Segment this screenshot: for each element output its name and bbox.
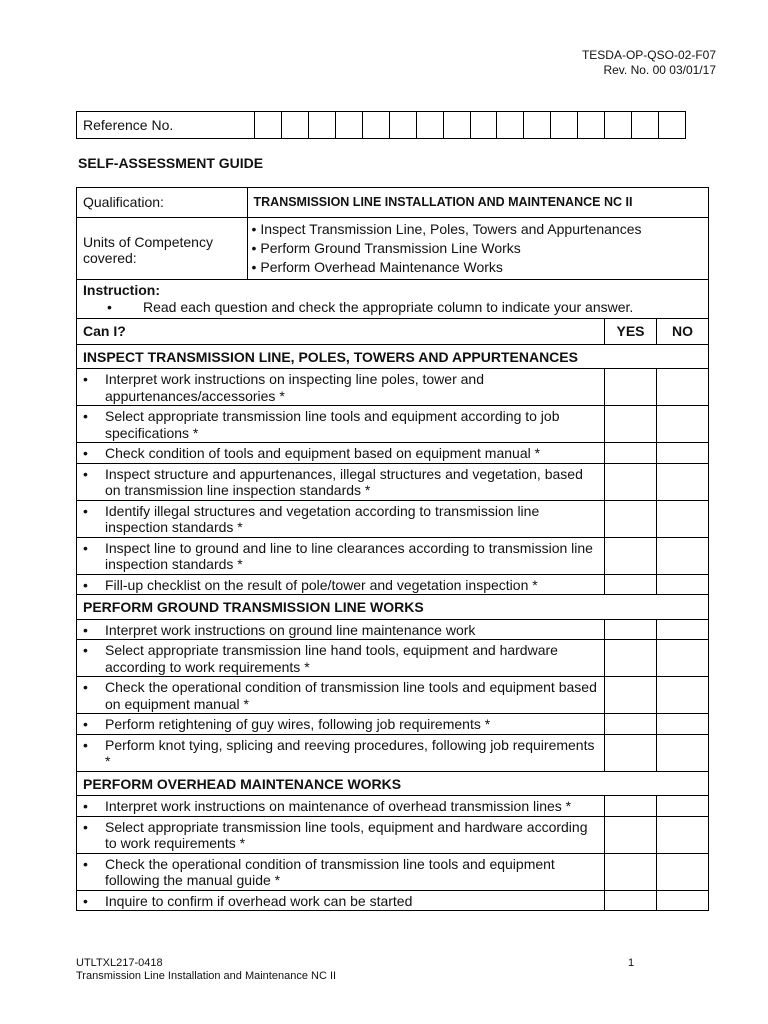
footer-code: UTLTXL217-0418 <box>76 957 163 969</box>
question-text: Inspect line to ground and line to line clearances according to transmission line inspection standards * <box>105 539 593 572</box>
bullet-icon: • <box>83 736 88 753</box>
reference-number-box[interactable] <box>362 112 389 139</box>
no-checkbox-cell[interactable] <box>657 406 709 443</box>
bullet-icon: • <box>83 408 88 424</box>
self-assessment-table <box>76 187 709 911</box>
no-checkbox-cell[interactable] <box>657 890 709 911</box>
footer-qualification: Transmission Line Installation and Maintenance NC II <box>76 970 337 982</box>
bullet-icon: • <box>83 642 88 658</box>
bullet-icon: • <box>83 892 88 909</box>
units-of-competency-list <box>248 218 709 279</box>
form-code: TESDA-OP-QSO-02-F07 <box>581 48 716 62</box>
reference-number-box[interactable] <box>470 112 497 139</box>
yes-checkbox-cell[interactable] <box>605 890 657 911</box>
question-row <box>77 796 709 817</box>
column-header-question: Can I? <box>77 319 605 345</box>
yes-checkbox-cell[interactable] <box>605 406 657 443</box>
instruction-row <box>77 279 709 319</box>
section-title: PERFORM OVERHEAD MAINTENANCE WORKS <box>77 771 709 796</box>
reference-number-box[interactable] <box>605 112 632 139</box>
units-of-competency-row <box>77 217 709 279</box>
yes-checkbox-cell[interactable] <box>605 796 657 817</box>
bullet-icon: • <box>83 465 88 482</box>
column-header-row <box>77 319 709 345</box>
reference-number-box[interactable] <box>524 112 551 139</box>
reference-number-box[interactable] <box>578 112 605 139</box>
reference-number-row <box>77 112 686 139</box>
reference-number-box[interactable] <box>632 112 659 139</box>
bullet-icon: • <box>83 445 88 461</box>
question-row <box>77 537 709 574</box>
units-of-competency-label: Units of Competency covered: <box>77 218 247 279</box>
reference-number-box[interactable] <box>551 112 578 139</box>
question-text: Fill-up checklist on the result of pole/tower and vegetation inspection * <box>105 576 538 593</box>
question-row <box>77 463 709 500</box>
question-text: Select appropriate transmission line hand tools, equipment and hardware according to work requirements * <box>105 642 558 675</box>
no-checkbox-cell[interactable] <box>657 574 709 595</box>
no-checkbox-cell[interactable] <box>657 677 709 714</box>
qualification-row <box>77 188 709 218</box>
bullet-icon: • <box>83 539 88 556</box>
no-checkbox-cell[interactable] <box>657 816 709 853</box>
question-text: Inquire to confirm if overhead work can be started <box>105 892 413 909</box>
page-number: 1 <box>628 957 635 969</box>
no-checkbox-cell[interactable] <box>657 734 709 771</box>
section-row <box>77 771 709 796</box>
bullet-icon: • <box>83 371 88 387</box>
question-text: Interpret work instructions on inspecting line poles, tower and appurtenances/accessories * <box>105 371 484 404</box>
yes-checkbox-cell[interactable] <box>605 443 657 464</box>
section-row <box>77 595 709 620</box>
question-row <box>77 406 709 443</box>
reference-number-box[interactable] <box>281 112 308 139</box>
yes-checkbox-cell[interactable] <box>605 734 657 771</box>
question-text: Check the operational condition of transmission line tools and equipment following the manual guide * <box>105 855 555 888</box>
reference-number-box[interactable] <box>416 112 443 139</box>
reference-number-box[interactable] <box>335 112 362 139</box>
section-title: PERFORM GROUND TRANSMISSION LINE WORKS <box>77 595 709 620</box>
yes-checkbox-cell[interactable] <box>605 816 657 853</box>
question-row <box>77 574 709 595</box>
reference-number-box[interactable] <box>443 112 470 139</box>
column-header-no: NO <box>657 319 709 345</box>
reference-number-box[interactable] <box>389 112 416 139</box>
no-checkbox-cell[interactable] <box>657 853 709 890</box>
question-row <box>77 369 709 406</box>
question-row <box>77 890 709 911</box>
yes-checkbox-cell[interactable] <box>605 619 657 640</box>
no-checkbox-cell[interactable] <box>657 443 709 464</box>
question-text: Select appropriate transmission line tools and equipment according to job specifications * <box>105 408 560 441</box>
question-row <box>77 734 709 771</box>
reference-number-box[interactable] <box>308 112 335 139</box>
question-row <box>77 443 709 464</box>
question-text: Perform retightening of guy wires, following job requirements * <box>105 716 491 732</box>
section-title: INSPECT TRANSMISSION LINE, POLES, TOWERS AND APPURTENANCES <box>77 344 709 369</box>
yes-checkbox-cell[interactable] <box>605 537 657 574</box>
section-row <box>77 344 709 369</box>
question-text: Identify illegal structures and vegetation according to transmission line inspection standards * <box>105 502 540 535</box>
yes-checkbox-cell[interactable] <box>605 574 657 595</box>
no-checkbox-cell[interactable] <box>657 369 709 406</box>
bullet-icon: • <box>107 299 112 315</box>
no-checkbox-cell[interactable] <box>657 463 709 500</box>
bullet-icon: • <box>83 855 88 872</box>
question-row <box>77 714 709 735</box>
unit-item: • Perform Ground Transmission Line Works <box>252 239 705 258</box>
question-text: Check the operational condition of transmission line tools and equipment based on equipment manual * <box>105 679 597 712</box>
bullet-icon: • <box>83 621 88 638</box>
yes-checkbox-cell[interactable] <box>605 714 657 735</box>
instruction-text: Read each question and check the appropriate column to indicate your answer. <box>143 299 634 315</box>
no-checkbox-cell[interactable] <box>657 796 709 817</box>
reference-number-label: Reference No. <box>77 112 255 139</box>
question-row <box>77 619 709 640</box>
page-title: SELF-ASSESSMENT GUIDE <box>78 155 264 171</box>
bullet-icon: • <box>83 576 88 593</box>
no-checkbox-cell[interactable] <box>657 714 709 735</box>
no-checkbox-cell[interactable] <box>657 640 709 677</box>
revision-number: Rev. No. 00 03/01/17 <box>603 63 716 77</box>
question-row <box>77 816 709 853</box>
reference-number-box[interactable] <box>659 112 686 139</box>
question-text: Interpret work instructions on ground line maintenance work <box>105 621 476 638</box>
bullet-icon: • <box>83 818 88 835</box>
self-assessment-table-body <box>77 188 709 911</box>
yes-checkbox-cell[interactable] <box>605 677 657 714</box>
instruction-heading: Instruction: <box>83 281 160 298</box>
question-text: Inspect structure and appurtenances, illegal structures and vegetation, based on transmission line inspection standards * <box>105 465 583 498</box>
bullet-icon: • <box>83 679 88 695</box>
column-header-yes: YES <box>605 319 657 345</box>
no-checkbox-cell[interactable] <box>657 619 709 640</box>
reference-number-box[interactable] <box>255 112 282 139</box>
question-text: Interpret work instructions on maintenance of overhead transmission lines * <box>105 798 572 814</box>
unit-item: • Perform Overhead Maintenance Works <box>252 258 705 277</box>
yes-checkbox-cell[interactable] <box>605 369 657 406</box>
yes-checkbox-cell[interactable] <box>605 500 657 537</box>
bullet-icon: • <box>83 716 88 732</box>
question-text: Check condition of tools and equipment based on equipment manual * <box>105 445 541 461</box>
question-row <box>77 853 709 890</box>
yes-checkbox-cell[interactable] <box>605 463 657 500</box>
question-text: Perform knot tying, splicing and reeving procedures, following job requirements * <box>105 736 595 769</box>
question-row <box>77 500 709 537</box>
qualification-value: TRANSMISSION LINE INSTALLATION AND MAINTENANCE NC II <box>253 195 633 209</box>
yes-checkbox-cell[interactable] <box>605 853 657 890</box>
yes-checkbox-cell[interactable] <box>605 640 657 677</box>
footer-block <box>76 957 336 983</box>
reference-number-table <box>76 111 686 139</box>
document-code-block <box>582 48 716 78</box>
question-row <box>77 677 709 714</box>
question-text: Select appropriate transmission line tools, equipment and hardware according to work requirements * <box>105 818 588 851</box>
question-row <box>77 640 709 677</box>
reference-number-box[interactable] <box>497 112 524 139</box>
no-checkbox-cell[interactable] <box>657 537 709 574</box>
bullet-icon: • <box>83 798 88 814</box>
unit-item: • Inspect Transmission Line, Poles, Towers and Appurtenances <box>252 220 705 239</box>
no-checkbox-cell[interactable] <box>657 500 709 537</box>
bullet-icon: • <box>83 502 88 519</box>
qualification-label: Qualification: <box>77 188 247 217</box>
